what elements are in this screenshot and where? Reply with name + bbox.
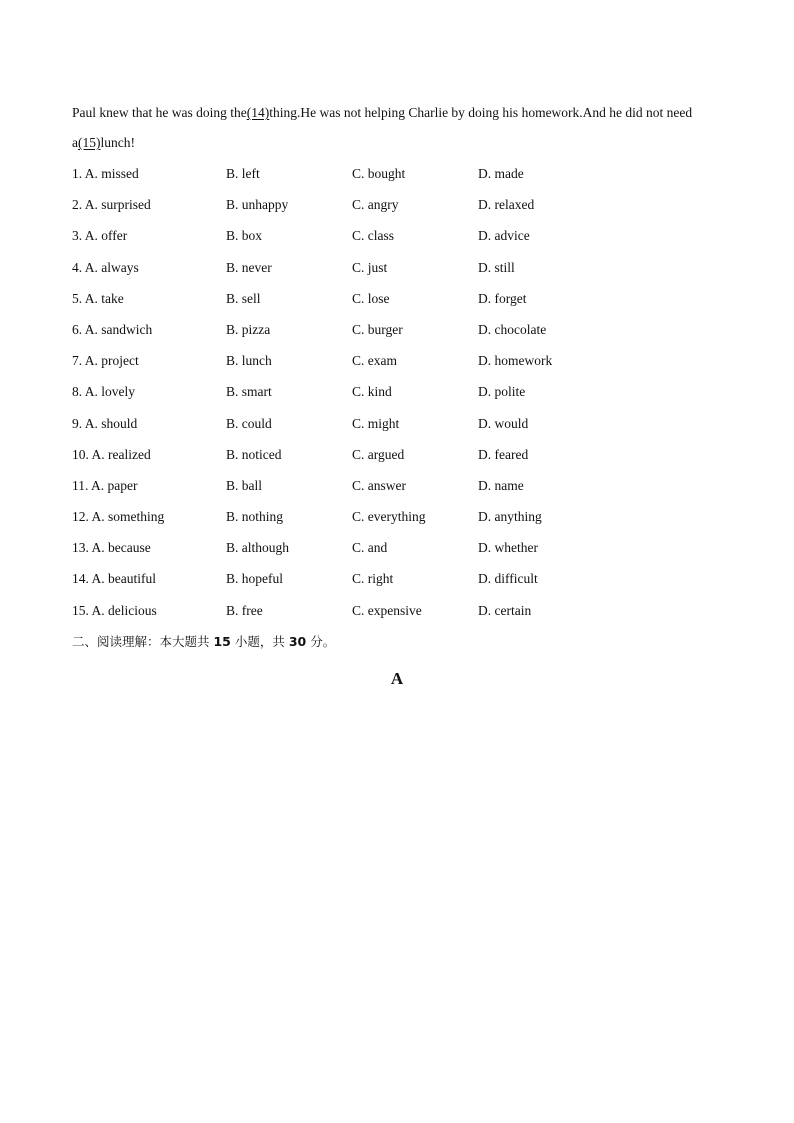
passage-text: thing.He was not helping Charlie by doing his homework.And he did not need <box>269 105 693 120</box>
option-c: C. might <box>352 415 400 431</box>
option-a <box>72 570 156 588</box>
option-d: D. polite <box>478 384 526 400</box>
part-label: A <box>390 669 404 688</box>
option-b: B. unhappy <box>226 197 289 213</box>
option-b: B. nothing <box>226 509 284 525</box>
option-c: C. argued <box>352 446 405 462</box>
option-d: D. forget <box>478 290 527 306</box>
option-a <box>72 352 139 370</box>
option-a-text: A. surprised <box>84 197 151 213</box>
passage-line-2 <box>72 134 135 152</box>
question-row <box>72 290 722 321</box>
option-c: C. right <box>352 571 394 587</box>
blank-15: (15) <box>78 135 101 150</box>
question-row <box>72 352 722 383</box>
question-row <box>72 165 722 196</box>
question-row <box>72 415 722 446</box>
option-c: C. and <box>352 540 388 556</box>
option-a <box>72 321 152 339</box>
option-c: C. class <box>352 228 394 244</box>
option-d: D. relaxed <box>478 197 535 213</box>
option-d: D. made <box>478 166 524 181</box>
option-a-text: A. realized <box>91 446 151 462</box>
option-b: B. pizza <box>226 321 271 337</box>
option-a-text: A. because <box>91 540 151 556</box>
question-row <box>72 477 722 508</box>
option-a <box>72 165 139 183</box>
option-b: B. ball <box>226 477 262 493</box>
question-row <box>72 383 722 414</box>
option-c: C. everything <box>352 509 426 525</box>
question-count: 15 <box>213 634 231 649</box>
section-heading-suffix: 分。 <box>306 634 336 649</box>
question-number: 7. <box>72 353 83 369</box>
question-row <box>72 539 722 570</box>
question-number: 12. <box>72 509 89 525</box>
question-row <box>72 508 722 539</box>
option-a-text: A. missed <box>84 166 139 181</box>
option-d: D. still <box>478 259 515 275</box>
option-a <box>72 227 127 245</box>
question-row <box>72 259 722 290</box>
question-number: 14. <box>72 571 89 587</box>
option-a <box>72 415 137 433</box>
question-number: 10. <box>72 446 89 462</box>
option-d: D. chocolate <box>478 321 547 337</box>
option-a <box>72 383 135 401</box>
passage-text: a <box>72 135 78 150</box>
option-a <box>72 602 157 620</box>
option-c: C. expensive <box>352 602 422 618</box>
passage-text: lunch! <box>100 135 135 150</box>
option-a-text: A. paper <box>91 477 138 493</box>
option-b: B. hopeful <box>226 571 283 587</box>
option-a <box>72 290 124 308</box>
section-heading-prefix: 二、阅读理解：本大题共 <box>72 634 214 649</box>
option-d: D. advice <box>478 228 530 244</box>
question-number: 2. <box>72 197 83 213</box>
question-number: 8. <box>72 384 83 400</box>
option-d: D. difficult <box>478 571 538 587</box>
option-a-text: A. offer <box>84 228 128 244</box>
question-number: 15. <box>72 602 89 618</box>
option-b: B. free <box>226 602 263 618</box>
option-b: B. left <box>226 166 260 181</box>
option-a <box>72 477 138 495</box>
option-c: C. burger <box>352 321 403 337</box>
option-a-text: A. delicious <box>91 602 157 618</box>
question-row <box>72 602 722 633</box>
option-b: B. smart <box>226 384 272 400</box>
question-number: 5. <box>72 290 83 306</box>
option-d: D. homework <box>478 353 553 369</box>
question-number: 6. <box>72 321 83 337</box>
question-row <box>72 446 722 477</box>
option-d: D. would <box>478 415 529 431</box>
question-number: 1. <box>72 166 83 181</box>
question-options-list <box>72 165 722 633</box>
option-a-text: A. something <box>91 509 165 525</box>
question-number: 3. <box>72 228 83 244</box>
question-number: 13. <box>72 540 89 556</box>
option-a <box>72 259 139 277</box>
option-a-text: A. should <box>84 415 138 431</box>
blank-14: (14) <box>246 105 270 120</box>
option-b: B. never <box>226 259 272 275</box>
option-d: D. name <box>478 477 524 493</box>
option-c: C. answer <box>352 477 406 493</box>
question-number: 11. <box>72 477 89 493</box>
option-b: B. could <box>226 415 272 431</box>
option-a-text: A. sandwich <box>84 321 153 337</box>
option-a-text: A. take <box>84 290 124 306</box>
question-row <box>72 570 722 601</box>
option-d: D. certain <box>478 602 532 618</box>
option-b: B. lunch <box>226 353 272 369</box>
option-a <box>72 508 164 526</box>
option-c: C. lose <box>352 290 390 306</box>
question-number: 9. <box>72 415 83 431</box>
option-a-text: A. project <box>84 353 139 369</box>
option-a <box>72 196 151 214</box>
option-c: C. bought <box>352 166 406 181</box>
option-c: C. kind <box>352 384 392 400</box>
passage-text: Paul knew that he was doing the <box>72 105 247 120</box>
option-d: D. anything <box>478 509 542 525</box>
option-b: B. although <box>226 540 289 556</box>
section-heading <box>72 633 335 651</box>
option-a-text: A. lovely <box>84 384 136 400</box>
option-a-text: A. beautiful <box>91 571 156 587</box>
total-points: 30 <box>288 634 307 649</box>
option-c: C. exam <box>352 353 397 369</box>
question-row <box>72 196 722 227</box>
passage-line-1 <box>72 104 692 122</box>
question-row <box>72 227 722 258</box>
option-a <box>72 539 151 557</box>
section-heading-middle: 小题，共 <box>230 634 289 649</box>
option-d: D. feared <box>478 446 529 462</box>
option-a <box>72 446 151 464</box>
question-number: 4. <box>72 259 83 275</box>
option-b: B. sell <box>226 290 261 306</box>
question-row <box>72 321 722 352</box>
option-a-text: A. always <box>84 259 139 275</box>
option-b: B. noticed <box>226 446 282 462</box>
option-c: C. just <box>352 259 388 275</box>
option-b: B. box <box>226 228 263 244</box>
option-c: C. angry <box>352 197 399 213</box>
option-d: D. whether <box>478 540 538 556</box>
